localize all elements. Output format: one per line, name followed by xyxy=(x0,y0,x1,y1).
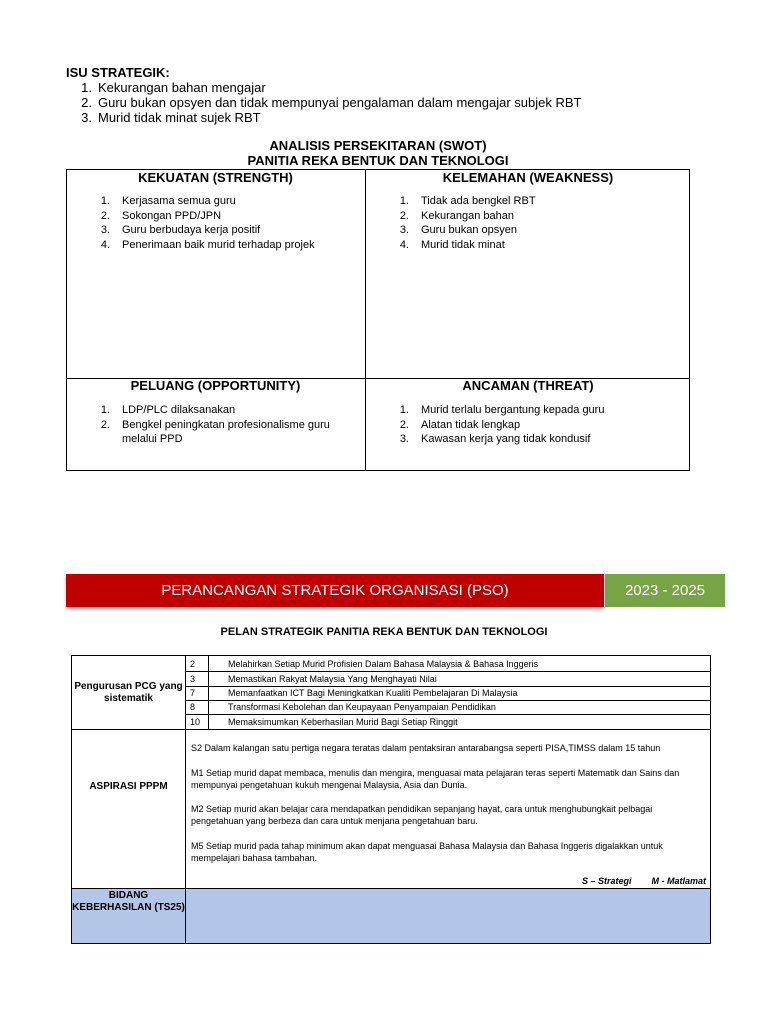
pso-banner: PERANCANGAN STRATEGIK ORGANISASI (PSO) xyxy=(66,574,604,607)
list-item: 4. Penerimaan baik murid terhadap projek xyxy=(100,238,315,251)
item-text: Penerimaan baik murid terhadap projek xyxy=(122,238,315,251)
opportunity-heading: PELUANG (OPPORTUNITY) xyxy=(130,378,301,393)
list-item: 2. Sokongan PPD/JPN xyxy=(100,209,222,222)
aspirasi-m5: M5 Setiap murid pada tahap minimum akan dapat menguasai Bahasa Malaysia dan Bahasa Inggeris digalakkan untuk mempelajari bahasa tambahan. xyxy=(191,841,663,863)
item-text: Kerjasama semua guru xyxy=(122,195,236,207)
list-item: 3. Kawasan kerja yang tidak kondusif xyxy=(399,433,591,445)
item-text: Alatan tidak lengkap xyxy=(421,418,521,431)
legend-text: S – Strategi M - Matlamat xyxy=(581,876,706,886)
item-text: Sokongan PPD/JPN xyxy=(122,209,222,222)
list-item: 3. Guru berbudaya kerja positif xyxy=(100,224,261,236)
item-text: Murid tidak minat xyxy=(421,238,505,251)
table-row xyxy=(186,657,711,671)
goal-number: 7 xyxy=(190,688,196,698)
goal-text: Memastikan Rakyat Malaysia Yang Menghayati Nilai xyxy=(228,674,437,684)
item-text: Guru bukan opsyen xyxy=(421,224,518,236)
table-row xyxy=(186,686,711,700)
isu-strategik-list xyxy=(66,80,581,125)
item-text: Guru berbudaya kerja positif xyxy=(122,224,261,236)
item-text: Murid terlalu bergantung kepada guru xyxy=(421,404,605,416)
aspirasi-s2: S2 Dalam kalangan satu pertiga negara teratas dalam pentaksiran antarabangsa seperti PISA,TIMSS dalam 15 tahun xyxy=(191,743,661,753)
list-item: 2. Kekurangan bahan xyxy=(399,209,514,222)
item-text: Murid tidak minat sujek RBT xyxy=(98,110,261,125)
goal-number: 3 xyxy=(190,674,196,684)
list-item xyxy=(66,80,581,95)
aspirasi-label: ASPIRASI PPPM xyxy=(89,781,168,792)
goal-text: Melahirkan Setiap Murid Profisien Dalam Bahasa Malaysia & Bahasa Inggeris xyxy=(228,659,539,669)
item-text: LDP/PLC dilaksanakan xyxy=(122,404,236,416)
opportunity-list xyxy=(80,403,350,447)
goal-number: 2 xyxy=(190,659,196,669)
swot-subtitle: PANITIA REKA BENTUK DAN TEKNOLOGI xyxy=(247,153,509,168)
item-text: Kawasan kerja yang tidak kondusif xyxy=(421,433,591,445)
weakness-list xyxy=(379,194,679,252)
pso-years-badge: 2023 - 2025 xyxy=(605,574,725,607)
threat-heading: ANCAMAN (THREAT) xyxy=(462,378,594,393)
list-item xyxy=(66,95,581,110)
strength-heading: KEKUATAN (STRENGTH) xyxy=(138,170,293,185)
table-row xyxy=(186,715,711,729)
isu-strategik-title: ISU STRATEGIK: xyxy=(66,65,170,80)
item-text: Kekurangan bahan xyxy=(421,209,514,222)
item-text: Guru bukan opsyen dan tidak mempunyai pengalaman dalam mengajar subjek RBT xyxy=(98,95,582,110)
item-number: 1. xyxy=(81,80,92,95)
list-item: 1. Kerjasama semua guru xyxy=(100,195,236,207)
list-item: 4. Murid tidak minat xyxy=(399,238,505,251)
row-divider xyxy=(71,729,711,730)
swot-divider-vertical xyxy=(365,169,366,471)
item-number: 2. xyxy=(81,95,92,110)
table-row xyxy=(186,700,711,714)
goal-text: Memanfaatkan ICT Bagi Meningkatkan Kualiti Pembelajaran Di Malaysia xyxy=(228,688,518,698)
goal-text: Memaksimumkan Keberhasilan Murid Bagi Setiap Ringgit xyxy=(228,717,458,727)
weakness-heading: KELEMAHAN (WEAKNESS) xyxy=(442,170,614,185)
item-text: Bengkel peningkatan profesionalisme guru melalui PPD xyxy=(122,418,330,445)
table-row xyxy=(186,672,711,686)
list-item: 3. Guru bukan opsyen xyxy=(399,224,518,236)
pcg-label: Pengurusan PCG yang sistematik xyxy=(74,681,183,704)
goal-text: Transformasi Kebolehan dan Keupayaan Penyampaian Pendidikan xyxy=(228,702,496,712)
goal-number: 10 xyxy=(190,717,201,727)
list-item xyxy=(66,110,581,125)
list-item: 1. LDP/PLC dilaksanakan xyxy=(100,404,236,416)
threat-list xyxy=(379,403,679,447)
item-text: Tidak ada bengkel RBT xyxy=(421,195,536,207)
aspirasi-m2: M2 Setiap murid akan belajar cara mendapatkan pendidikan sepanjang hayat, cara untuk menghubungkait pelbagai pengetahuan yang berbeza dan cara untuk menjana pengetahuan baru. xyxy=(191,804,653,826)
list-item: 2. Bengkel peningkatan profesionalisme guru melalui PPD xyxy=(80,418,350,447)
list-item: 2. Alatan tidak lengkap xyxy=(399,418,521,431)
item-number: 3. xyxy=(81,110,92,125)
aspirasi-m1: M1 Setiap murid dapat membaca, menulis dan mengira, menguasai mata pelajaran teras seperti Matematik dan Sains dan mempunyai pengetahuan kukuh mengenai Malaysia, Asia dan Dunia. xyxy=(191,768,680,790)
bidang-label: BIDANG KEBERHASILAN (TS25) xyxy=(72,890,185,913)
strength-list xyxy=(80,194,360,252)
swot-title: ANALISIS PERSEKITARAN (SWOT) xyxy=(269,138,487,153)
list-item: 1. Tidak ada bengkel RBT xyxy=(399,195,536,207)
item-text: Kekurangan bahan mengajar xyxy=(98,80,266,95)
plan-title: PELAN STRATEGIK PANITIA REKA BENTUK DAN TEKNOLOGI xyxy=(220,626,548,638)
goal-number: 8 xyxy=(190,702,196,712)
list-item: 1. Murid terlalu bergantung kepada guru xyxy=(399,404,605,416)
row-divider xyxy=(71,888,711,889)
